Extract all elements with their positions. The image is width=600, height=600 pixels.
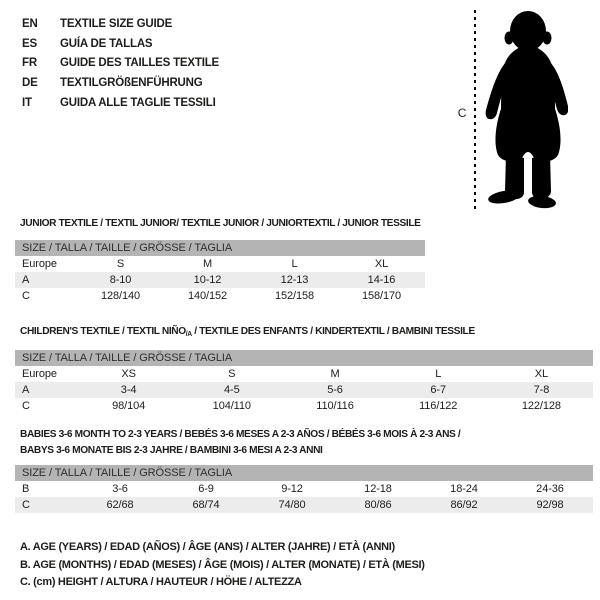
height-label-c: C	[457, 106, 467, 120]
table-cell: 6-9	[198, 483, 214, 495]
table-row	[15, 366, 593, 382]
table-row	[15, 272, 425, 288]
lang-code: IT	[22, 96, 32, 109]
row-label: Europe	[22, 368, 57, 380]
footnote-legend	[20, 539, 425, 592]
table-cell: 4-5	[224, 384, 240, 396]
table-cell: 74/80	[278, 499, 306, 511]
language-title-list	[22, 15, 219, 114]
children-section-title	[20, 325, 475, 341]
table-cell: 140/152	[187, 290, 228, 302]
table-cell: 6-7	[430, 384, 447, 396]
table-cell: 24-36	[536, 483, 564, 495]
table-cell: XS	[121, 368, 136, 380]
size-header: SIZE / TALLA / TAILLE / GRÖSSE / TAGLIA	[15, 350, 593, 366]
row-label: C	[22, 290, 30, 302]
children-size-table	[15, 350, 593, 414]
lang-title: GUIDE DES TAILLES TEXTILE	[60, 57, 219, 70]
table-cell: XL	[534, 368, 549, 380]
table-row	[15, 382, 593, 398]
table-cell: 3-6	[112, 483, 128, 495]
table-cell: M	[202, 258, 213, 270]
children-title-text: CHILDREN'S TEXTILE / TEXTIL NIÑO	[20, 325, 186, 337]
table-cell: 98/104	[112, 400, 146, 412]
lang-title: TEXTILE SIZE GUIDE	[60, 18, 173, 30]
table-row	[15, 481, 593, 497]
table-row	[15, 256, 425, 272]
size-header: SIZE / TALLA / TAILLE / GRÖSSE / TAGLIA	[15, 240, 425, 256]
lang-row-de	[22, 74, 219, 94]
lang-code: DE	[22, 77, 38, 90]
table-cell: 10-12	[193, 274, 222, 286]
size-header: SIZE / TALLA / TAILLE / GRÖSSE / TAGLIA	[15, 465, 593, 481]
footnote-b: B. AGE (MONTHS) / EDAD (MESES) / ÂGE (MOIS) / ALTER (MONATE) / ETÀ (MESI)	[20, 558, 425, 571]
lang-code: FR	[22, 57, 37, 70]
babies-section-title	[20, 427, 460, 458]
table-cell: 80/86	[364, 499, 392, 511]
lang-code: ES	[22, 37, 37, 50]
table-cell: 116/122	[419, 400, 458, 412]
table-cell: 104/110	[212, 400, 251, 412]
babies-title-line1: BABIES 3-6 MONTH TO 2-3 YEARS / BEBÉS 3-6 MESES A 2-3 AÑOS / BÉBÉS 3-6 MOIS À 2-3 ANS /	[20, 428, 461, 440]
table-cell: 86/92	[450, 499, 478, 511]
lang-code: EN	[22, 18, 38, 30]
footnote-a: A. AGE (YEARS) / EDAD (AÑOS) / ÂGE (ANS) / ALTER (JAHRE) / ETÀ (ANNI)	[20, 541, 395, 553]
row-label: A	[22, 384, 30, 396]
table-cell: 128/140	[100, 290, 141, 302]
table-cell: 3-4	[120, 384, 137, 396]
table-cell: 5-6	[327, 384, 343, 396]
lang-row-fr	[22, 54, 219, 74]
table-cell: 92/98	[536, 499, 564, 511]
table-cell: 9-12	[281, 483, 303, 495]
row-label: A	[22, 274, 30, 286]
lang-row-it	[22, 94, 219, 114]
row-label: Europe	[22, 258, 57, 270]
table-cell: XL	[374, 258, 389, 270]
table-cell: 62/68	[106, 499, 134, 511]
junior-size-table	[15, 240, 425, 304]
table-cell: 18-24	[450, 483, 478, 495]
lang-title: TEXTILGRÖßENFÜHRUNG	[60, 77, 203, 90]
table-row	[15, 398, 593, 414]
table-cell: 68/74	[192, 499, 220, 511]
toddler-silhouette-icon	[478, 10, 568, 210]
table-cell: 14-16	[367, 274, 396, 286]
babies-title-line2: BABYS 3-6 MONATE BIS 2-3 JAHRE / BAMBINI 3-6 MESI A 2-3 ANNI	[20, 443, 323, 456]
lang-title: GUÍA DE TALLAS	[60, 37, 153, 50]
row-label: C	[22, 499, 30, 511]
table-cell: 158/170	[361, 290, 402, 302]
row-label: B	[22, 483, 30, 495]
table-cell: L	[435, 368, 442, 380]
table-cell: S	[116, 258, 125, 270]
children-title-text: / TEXTILE DES ENFANTS / KINDERTEXTIL / BAMBINI TESSILE	[191, 325, 475, 337]
table-cell: 12-13	[280, 274, 309, 286]
table-cell: 8-10	[109, 274, 132, 286]
table-cell: 152/158	[274, 290, 315, 302]
table-cell: 122/128	[521, 400, 561, 412]
table-cell: 110/116	[316, 400, 354, 412]
table-cell: M	[330, 368, 340, 380]
babies-size-table	[15, 465, 593, 513]
table-cell: 12-18	[364, 483, 392, 495]
row-label: C	[22, 400, 30, 412]
lang-title: GUIDA ALLE TAGLIE TESSILI	[60, 96, 216, 109]
height-dashed-line	[474, 10, 476, 210]
table-row	[15, 288, 425, 304]
footnote-c: C. (cm) HEIGHT / ALTURA / HAUTEUR / HÖHE / ALTEZZA	[20, 576, 302, 589]
table-cell: L	[291, 258, 298, 270]
children-title-subscript: /A	[185, 331, 192, 338]
junior-section-title: JUNIOR TEXTILE / TEXTIL JUNIOR/ TEXTILE JUNIOR / JUNIORTEXTIL / JUNIOR TESSILE	[20, 217, 421, 229]
table-cell: S	[228, 368, 236, 380]
lang-row-es	[22, 35, 219, 55]
table-row	[15, 497, 593, 513]
lang-row-en	[22, 15, 219, 35]
table-cell: 7-8	[533, 384, 550, 396]
